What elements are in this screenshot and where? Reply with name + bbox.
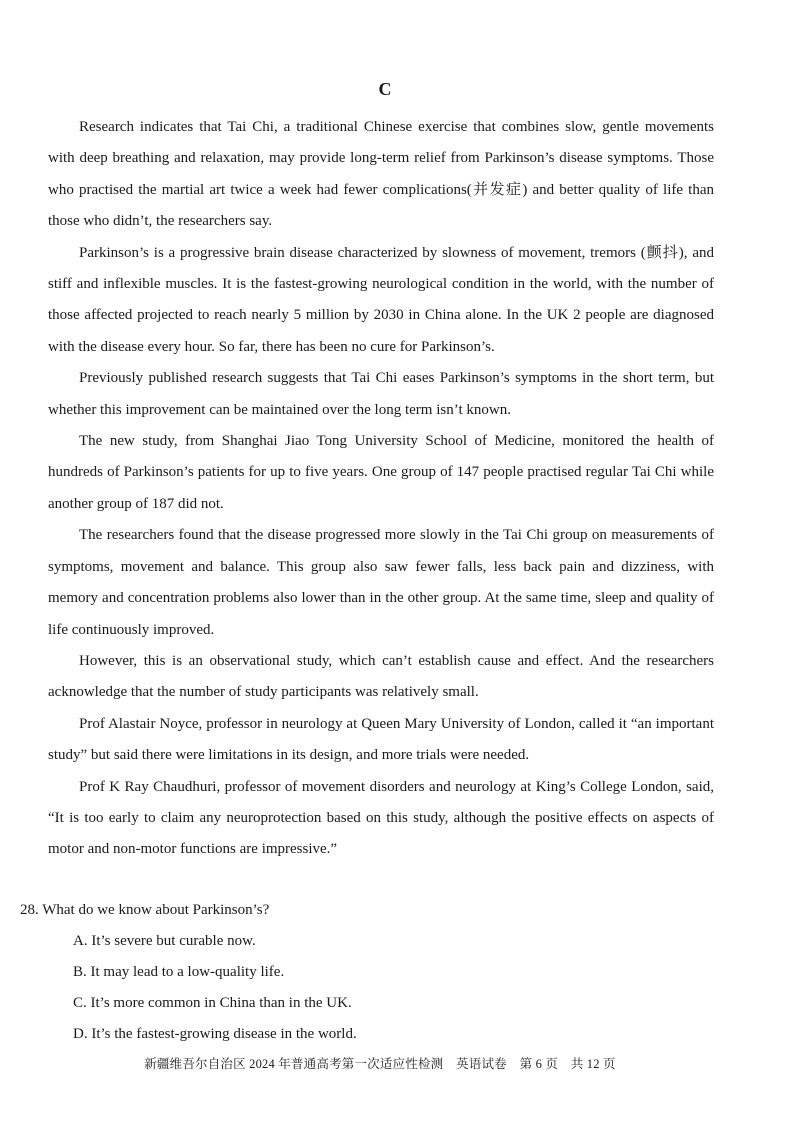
option-c: C. It’s more common in China than in the UK. — [73, 995, 352, 1011]
passage-paragraph-4: The new study, from Shanghai Jiao Tong University School of Medicine, monitored the health of hundreds of Parkinson’s patients for up to five years. One group of 147 people practised regular Tai Chi while another group of 187 did not. — [48, 433, 714, 512]
reading-passage — [48, 112, 714, 866]
passage-paragraph-1: Research indicates that Tai Chi, a traditional Chinese exercise that combines slow, gentle movements with deep breathing and relaxation, may provide long-term relief from Parkinson’s disease symptoms. Those who practised the martial art twice a week had fewer complications(并发症) and better quality of life than those who didn’t, the researchers say. — [48, 119, 714, 230]
page-footer: 新疆维吾尔自治区 2024 年普通高考第一次适应性检测 英语试卷 第 6 页 共 12 页 — [144, 1057, 616, 1071]
option-b: B. It may lead to a low-quality life. — [73, 964, 285, 980]
passage-paragraph-7: Prof Alastair Noyce, professor in neurology at Queen Mary University of London, called it “an important study” but said there were limitations in its design, and more trials were needed. — [48, 715, 714, 764]
passage-paragraph-5: The researchers found that the disease progressed more slowly in the Tai Chi group on measurements of symptoms, movement and balance. This group also saw fewer falls, less back pain and dizziness, with memory and concentration problems also lower than in the other group. At the same time, sleep and quality of life continuously improved. — [48, 527, 714, 638]
passage-paragraph-3: Previously published research suggests that Tai Chi eases Parkinson’s symptoms in the short term, but whether this improvement can be maintained over the long term isn’t known. — [48, 370, 714, 418]
passage-paragraph-2: Parkinson’s is a progressive brain disease characterized by slowness of movement, tremors (颤抖), and stiff and inflexible muscles. It is the fastest-growing neurological condition in the world, with the number of those affected projected to reach nearly 5 million by 2030 in China alone. In the UK 2 people are diagnosed with the disease every hour. So far, there has been no cure for Parkinson’s. — [48, 244, 714, 355]
question-28 — [20, 895, 720, 1050]
passage-paragraph-6: However, this is an observational study, which can’t establish cause and effect. And the researchers acknowledge that the number of study participants was relatively small. — [48, 652, 714, 701]
option-a: A. It’s severe but curable now. — [73, 933, 256, 949]
passage-paragraph-8: Prof K Ray Chaudhuri, professor of movement disorders and neurology at King’s College London, said, “It is too early to claim any neuroprotection based on this study, although the positive effects on aspects of motor and non-motor functions are impressive.” — [48, 778, 714, 858]
question-stem: 28. What do we know about Parkinson’s? — [20, 902, 270, 918]
section-heading: C — [378, 79, 392, 99]
option-d: D. It’s the fastest-growing disease in the world. — [73, 1026, 357, 1042]
